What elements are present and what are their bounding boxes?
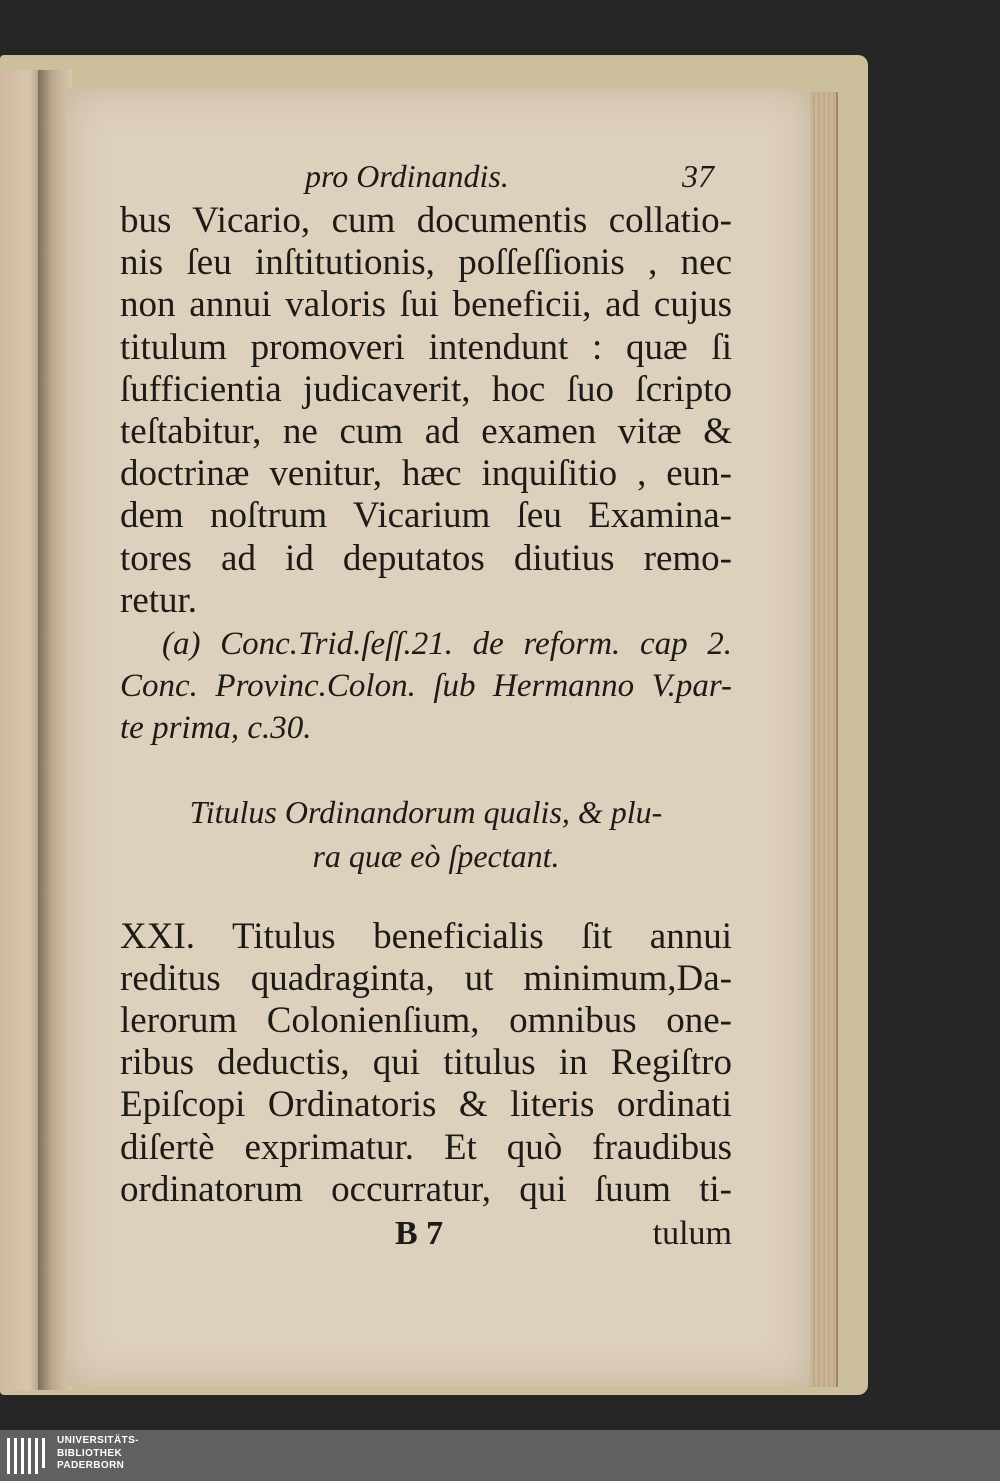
library-name-line: BIBLIOTHEK (57, 1447, 123, 1459)
running-head (120, 150, 732, 200)
footnote (120, 623, 732, 750)
text-line: reditus quadraginta, ut minimum,Da- (120, 957, 732, 999)
section-paragraph (120, 916, 732, 1211)
page-text (120, 150, 732, 1261)
text-line: nis ſeu inſtitutionis, poſſeſſionis , nec (120, 242, 732, 284)
library-columns-icon (6, 1434, 48, 1478)
running-head-title: pro Ordinandis. (305, 158, 509, 194)
footnote-line: (a) Conc.Trid.ſeſſ.21. de reform. cap 2. (162, 626, 732, 663)
library-name (57, 1435, 139, 1473)
library-footer (0, 1430, 1000, 1481)
page-number: 37 (682, 158, 714, 194)
text-line: ribus deductis, qui titulus in Regiſtro (120, 1042, 732, 1084)
text-line: non annui valoris ſui beneficii, ad cujus (120, 284, 732, 326)
section-heading-line: Titulus Ordinandorum qualis, & plu- (189, 793, 663, 830)
library-name-line: UNIVERSITÄTS- (57, 1435, 139, 1446)
text-line: ſufficientia judicaverit, hoc ſuo ſcripto (120, 368, 732, 410)
text-line: lerorum Colonienſium, omnibus one- (120, 1000, 732, 1042)
page-foot (120, 1215, 732, 1261)
text-line: bus Vicario, cum documentis collatio- (120, 200, 732, 241)
text-line: ordinatorum occurratur, qui ſuum ti- (120, 1168, 732, 1210)
text-line: tores ad id deputatos diutius remo- (120, 537, 732, 579)
catchword: tulum (652, 1215, 732, 1253)
text-line: Epiſcopi Ordinatoris & literis ordinati (120, 1084, 732, 1126)
body-paragraph (120, 200, 732, 622)
page-block-edge (806, 92, 838, 1387)
footnote-line: Conc. Provinc.Colon. ſub Hermanno V.par- (120, 668, 732, 705)
left-page-edge (0, 70, 42, 1390)
library-name-line: PADERBORN (57, 1460, 125, 1471)
section-heading (120, 790, 732, 878)
section-heading-line: ra quæ eò ſpectant. (312, 837, 560, 874)
text-line: diſertè exprimatur. Et quò fraudibus (120, 1126, 732, 1168)
text-line: doctrinæ venitur, hæc inquiſitio , eun- (120, 453, 732, 495)
text-line: XXI. Titulus beneficialis ſit annui (120, 915, 732, 957)
text-line: dem noſtrum Vicarium ſeu Examina- (120, 495, 732, 537)
footnote-line: te prima, c.30. (120, 710, 312, 747)
text-line: titulum promoveri intendunt : quæ ſi (120, 326, 732, 368)
text-line: retur. (120, 579, 198, 621)
text-line: teſtabitur, ne cum ad examen vitæ & (120, 411, 732, 453)
signature-mark: B 7 (395, 1215, 444, 1253)
